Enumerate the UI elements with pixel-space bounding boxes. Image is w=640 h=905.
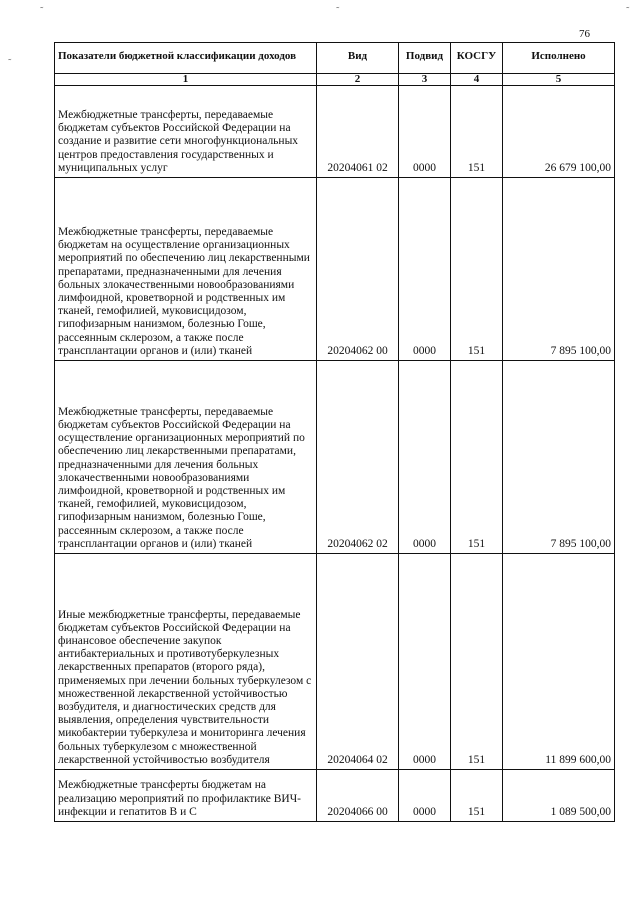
row-kosgu: 151 xyxy=(451,361,503,554)
column-number: 4 xyxy=(451,74,503,86)
table-row xyxy=(55,361,615,554)
column-number: 2 xyxy=(317,74,399,86)
table-header-row xyxy=(55,43,615,74)
column-number: 5 xyxy=(503,74,615,86)
row-kosgu: 151 xyxy=(451,178,503,361)
header-type: Вид xyxy=(317,43,399,74)
row-description: Межбюджетные трансферты, передаваемые бюджетам субъектов Российской Федерации на осуществление организационных мероприятий по обеспечению лиц лекарственными препаратами, предназначенными для лечения больных злокачественными новообразованиями лимфоидной, кроветворной и родственных им тканей, гемофилией, муковисцидозом, гипофизарным нанизмом, болезнью Гоше, рассеянным склерозом, а также после трансплантации органов и (или) тканей xyxy=(55,361,317,554)
scan-mark-3: ˜ xyxy=(626,6,630,17)
row-code: 20204062 00 xyxy=(317,178,399,361)
row-code: 20204062 02 xyxy=(317,361,399,554)
scan-mark-1: ˜ xyxy=(40,6,44,17)
table-row xyxy=(55,554,615,770)
row-kosgu: 151 xyxy=(451,86,503,178)
row-amount: 7 895 100,00 xyxy=(503,361,615,554)
row-code: 20204064 02 xyxy=(317,554,399,770)
row-kosgu: 151 xyxy=(451,554,503,770)
column-numbers-row xyxy=(55,74,615,86)
row-amount: 26 679 100,00 xyxy=(503,86,615,178)
table-row xyxy=(55,86,615,178)
header-kosgu: КОСГУ xyxy=(451,43,503,74)
row-amount: 7 895 100,00 xyxy=(503,178,615,361)
row-code: 20204066 00 xyxy=(317,770,399,822)
row-description: Межбюджетные трансферты, передаваемые бюджетам на осуществление организационных мероприятий по обеспечению лиц лекарственными препаратами, предназначенными для лечения больных злокачественными новообразованиями лимфоидной, кроветворной и родственных им тканей, гемофилией, муковисцидозом, гипофизарным нанизмом, болезнью Гоше, рассеянным склерозом, а также после трансплантации органов и (или) тканей xyxy=(55,178,317,361)
page-number: 76 xyxy=(579,28,590,40)
row-code: 20204061 02 xyxy=(317,86,399,178)
column-number: 1 xyxy=(55,74,317,86)
budget-income-table xyxy=(54,42,615,822)
scan-mark-2: ˜ xyxy=(336,6,340,17)
row-subtype: 0000 xyxy=(399,770,451,822)
row-description: Межбюджетные трансферты, передаваемые бюджетам субъектов Российской Федерации на создание и развитие сети многофункциональных центров предоставления государственных и муниципальных услуг xyxy=(55,86,317,178)
header-executed: Исполнено xyxy=(503,43,615,74)
scan-mark-4: ˜ xyxy=(8,58,12,69)
row-description: Межбюджетные трансферты бюджетам на реализацию мероприятий по профилактике ВИЧ-инфекции и гепатитов В и С xyxy=(55,770,317,822)
row-subtype: 0000 xyxy=(399,361,451,554)
row-subtype: 0000 xyxy=(399,86,451,178)
header-indicator: Показатели бюджетной классификации доходов xyxy=(55,43,317,74)
column-number: 3 xyxy=(399,74,451,86)
row-kosgu: 151 xyxy=(451,770,503,822)
row-description: Иные межбюджетные трансферты, передаваемые бюджетам субъектов Российской Федерации на финансовое обеспечение закупок антибактериальных и противотуберкулезных лекарственных препаратов (второго ряда), применяемых при лечении больных туберкулезом с множественной лекарственной устойчивостью возбудителя, и диагностических средств для выявления, определения чувствительности микобактерии туберкулеза и мониторинга лечения больных туберкулезом с множественной лекарственной устойчивостью возбудителя xyxy=(55,554,317,770)
row-amount: 11 899 600,00 xyxy=(503,554,615,770)
row-subtype: 0000 xyxy=(399,554,451,770)
table-row xyxy=(55,178,615,361)
row-amount: 1 089 500,00 xyxy=(503,770,615,822)
row-subtype: 0000 xyxy=(399,178,451,361)
table-row xyxy=(55,770,615,822)
header-subtype: Подвид xyxy=(399,43,451,74)
